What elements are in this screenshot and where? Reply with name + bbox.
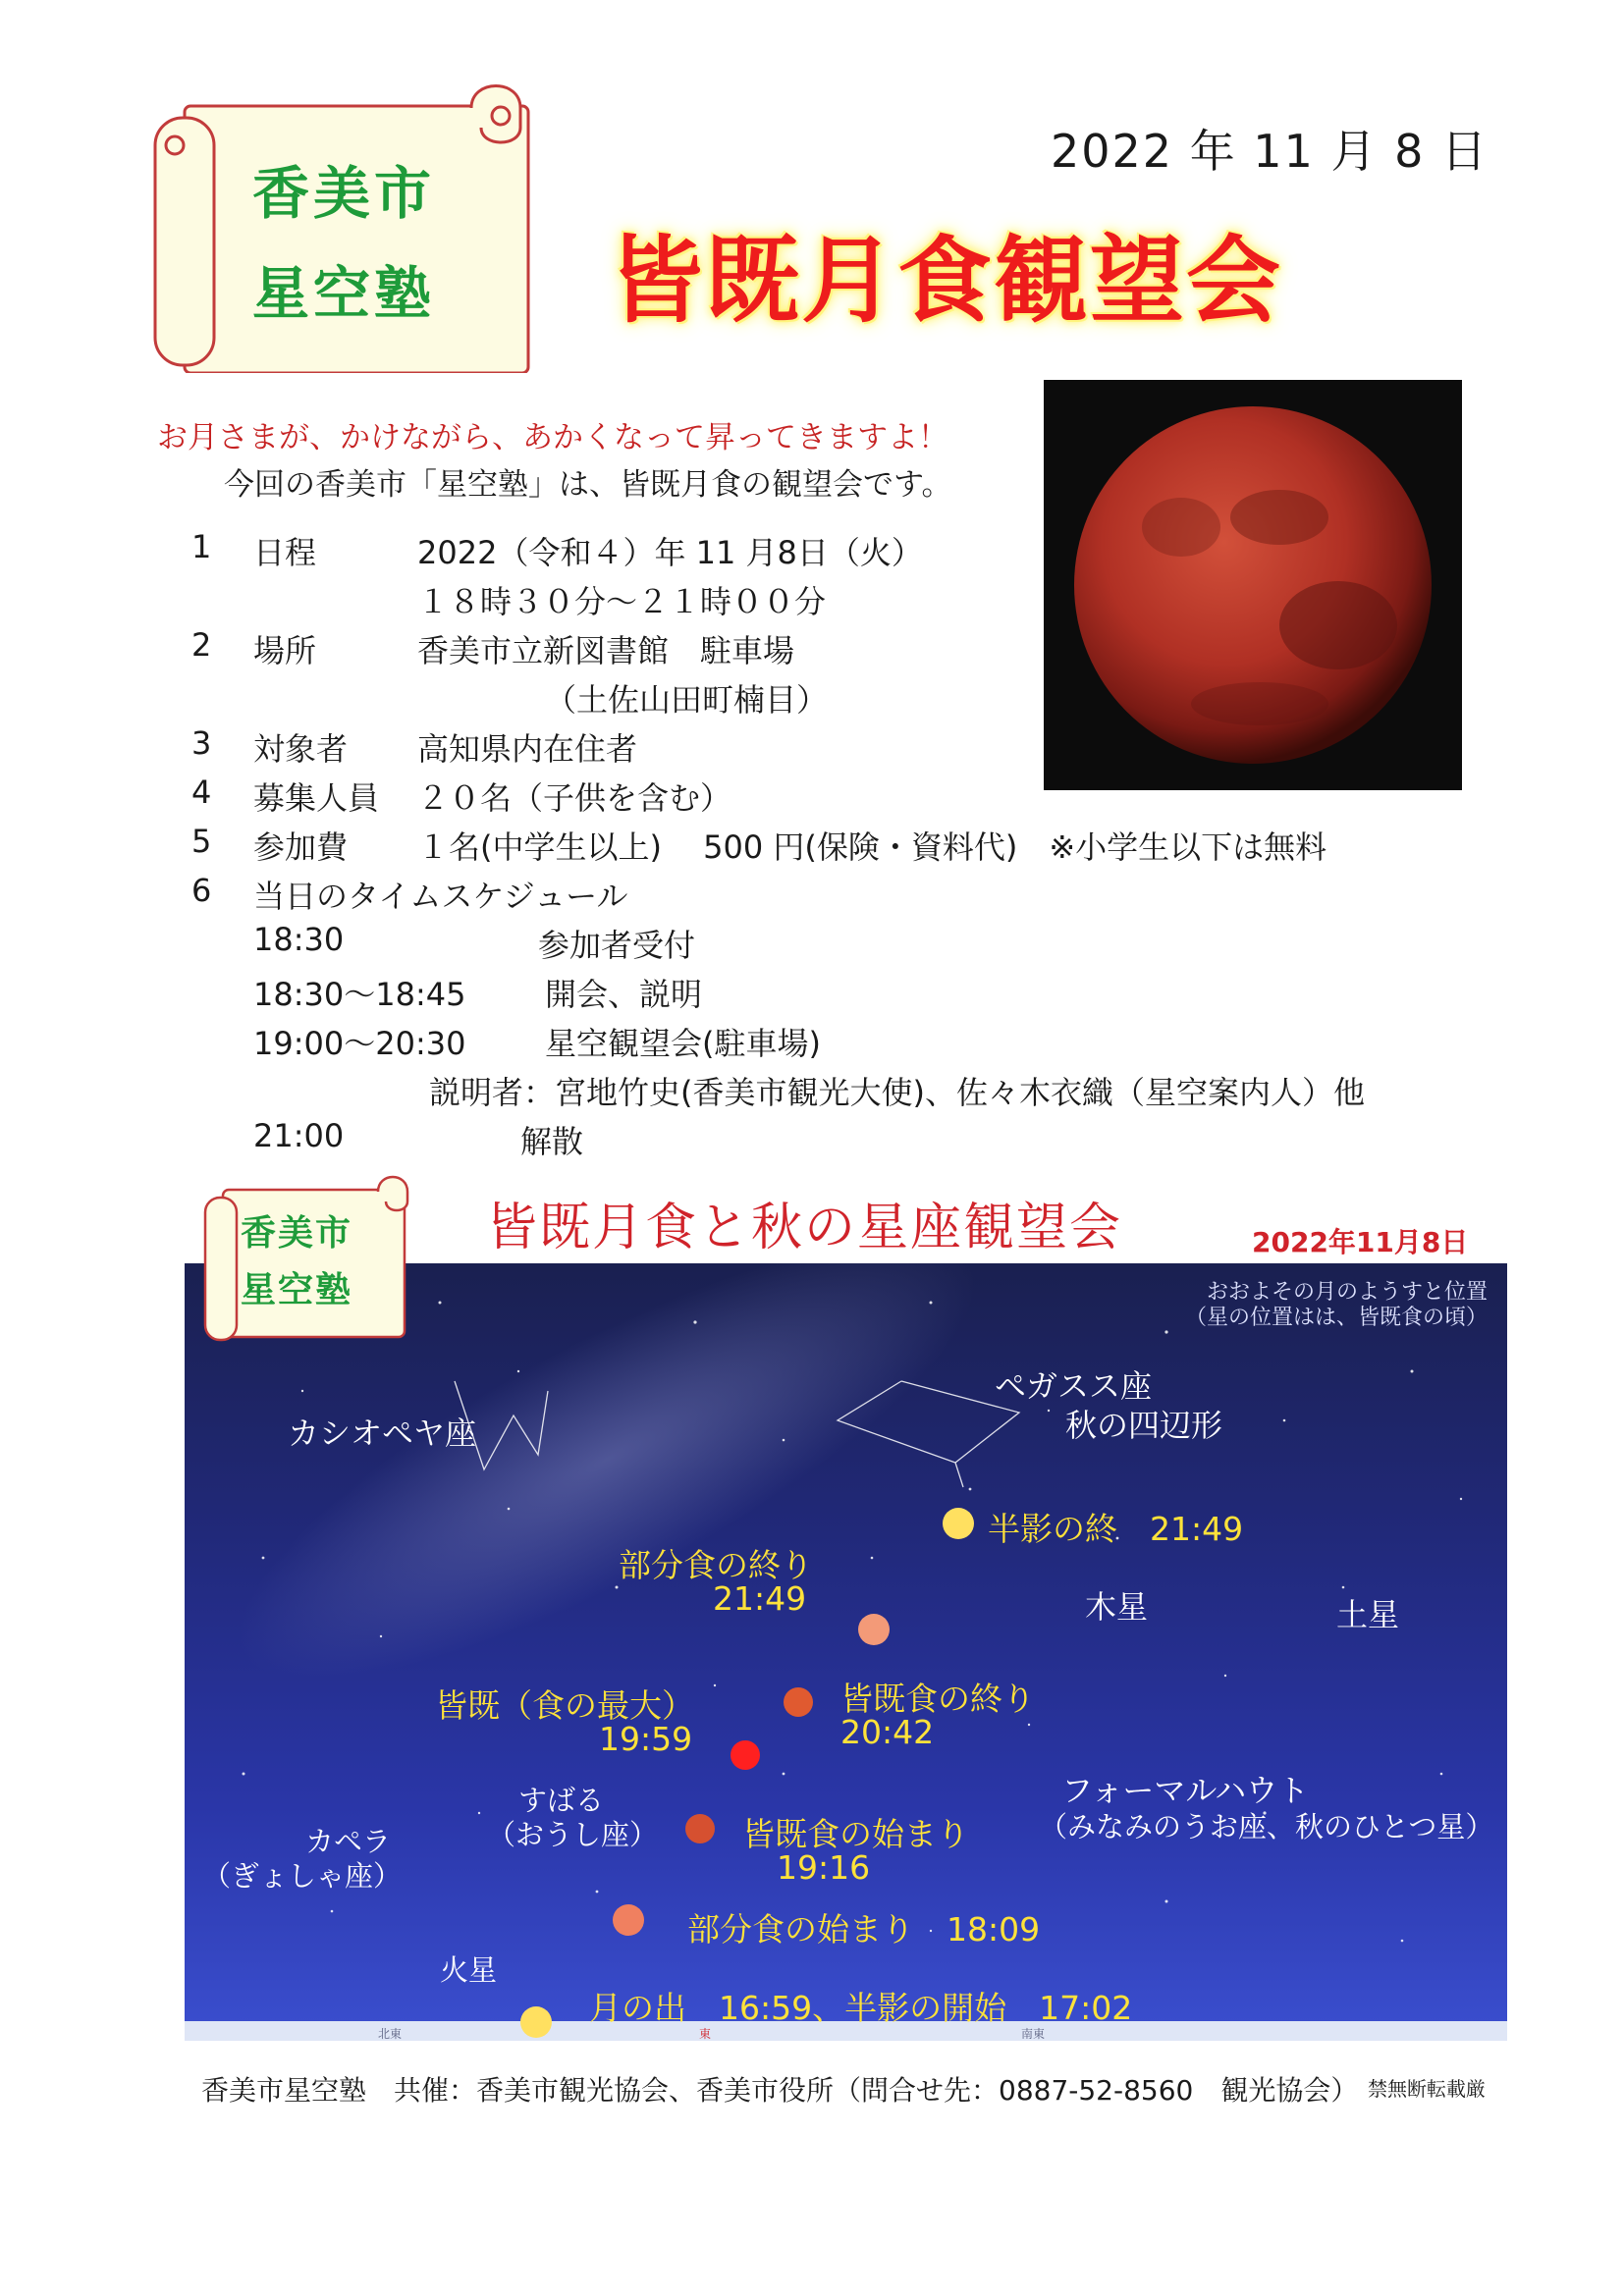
chart-date: 2022年11月8日 — [1252, 1226, 1469, 1258]
detail-fee: １名(中学生以上) 500 円(保険・資料代) ※小学生以下は無料 — [417, 828, 1327, 866]
detail-date: 2022（令和４）年 11 月8日（火） — [417, 534, 923, 571]
schedule-time: 21:00 — [253, 1117, 345, 1154]
chart-banner-line-2: 星空塾 — [241, 1270, 353, 1310]
detail-num: 5 — [191, 823, 212, 860]
detail-label-capacity: 募集人員 — [253, 779, 380, 817]
capella-sublabel: （ぎょしゃ座） — [202, 1859, 403, 1893]
fomalhaut-sublabel: （みなみのうお座、秋のひとつ星） — [1039, 1810, 1494, 1843]
detail-num: 3 — [191, 724, 212, 762]
pegasus-label: ペガスス座 — [995, 1367, 1153, 1405]
chart-banner-line-1: 香美市 — [241, 1213, 353, 1254]
moonrise-moon-icon — [520, 2006, 552, 2038]
banner-line-2: 星空塾 — [251, 260, 435, 327]
detail-num: 6 — [191, 872, 212, 909]
page-title: 皆既月食観望会 — [609, 226, 1282, 336]
mars-label: 火星 — [440, 1953, 498, 1987]
schedule-time: 19:00～20:30 — [253, 1025, 466, 1062]
jupiter-label: 木星 — [1085, 1588, 1149, 1626]
detail-place: 香美市立新図書館 駐車場 — [417, 632, 795, 669]
moon-total-start-icon — [685, 1814, 715, 1843]
saturn-label: 土星 — [1336, 1596, 1400, 1633]
detail-place-area: （土佐山田町楠目） — [545, 681, 829, 719]
detail-label-fee: 参加費 — [253, 828, 349, 866]
total-end-label: 皆既食の終り — [840, 1680, 1035, 1718]
direction-ne: 北東 — [378, 2027, 403, 2041]
subaru-sublabel: （おうし座） — [487, 1818, 659, 1851]
detail-num: 4 — [191, 774, 212, 811]
schedule-time: 18:30～18:45 — [253, 976, 466, 1013]
moon-partial-end-icon — [858, 1614, 890, 1645]
footer-credits: 香美市星空塾 共催：香美市観光協会、香美市役所（問合せ先：0887-52-8560 観光協会） — [201, 2074, 1359, 2107]
partial-start-label: 部分食の始まり 18:09 — [687, 1910, 1041, 1949]
footer-copyright: 禁無断転載厳 — [1368, 2077, 1486, 2101]
cassiopeia-label: カシオペヤ座 — [288, 1415, 477, 1452]
schedule-event: 参加者受付 — [538, 927, 696, 964]
scroll-banner — [147, 69, 540, 373]
chart-note-2: （星の位置はは、皆既食の頃） — [1184, 1306, 1488, 1330]
schedule-event: 開会、説明 — [545, 976, 703, 1013]
autumn-square-label: 秋の四辺形 — [1065, 1407, 1223, 1444]
schedule-event: 星空観望会(駐車場) — [545, 1025, 821, 1062]
moon-partial-start-icon — [613, 1904, 644, 1936]
detail-time: １８時３０分～２１時００分 — [417, 583, 827, 620]
intro-line-1: お月さまが、かけながら、あかくなって昇ってきますよ！ — [157, 420, 948, 455]
total-start-time: 19:16 — [777, 1848, 871, 1887]
detail-label-target: 対象者 — [253, 730, 349, 768]
direction-e: 東 — [699, 2027, 712, 2041]
detail-label-schedule: 日程 — [253, 534, 317, 571]
moonrise-label: 月の出 16:59、半影の開始 17:02 — [589, 1989, 1133, 2027]
fomalhaut-label: フォーマルハウト — [1061, 1772, 1310, 1809]
schedule-presenters: 説明者：宮地竹史(香美市観光大使)、佐々木衣織（星空案内人）他 — [429, 1074, 1365, 1111]
direction-se: 南東 — [1021, 2027, 1046, 2041]
chart-title: 皆既月食と秋の星座観望会 — [486, 1199, 1123, 1257]
chart-banner — [201, 1168, 412, 1347]
max-time: 19:59 — [599, 1720, 693, 1758]
moon-penumbra-end-icon — [943, 1508, 974, 1539]
intro-line-2: 今回の香美市「星空塾」は、皆既月食の観望会です。 — [224, 467, 952, 503]
eclipse-moon-photo — [1044, 380, 1462, 790]
moon-total-end-icon — [784, 1687, 813, 1717]
detail-num: 2 — [191, 626, 212, 664]
banner-line-1: 香美市 — [251, 160, 435, 227]
detail-target: 高知県内在住者 — [417, 730, 638, 768]
detail-capacity: ２０名（子供を含む） — [417, 779, 732, 817]
event-date: 2022 年 11 月 8 日 — [1051, 125, 1489, 178]
schedule-event: 解散 — [520, 1123, 584, 1160]
total-start-label: 皆既食の始まり — [742, 1815, 969, 1853]
moon-max-icon — [731, 1740, 760, 1770]
max-label: 皆既（食の最大） — [435, 1686, 694, 1725]
detail-label-place: 場所 — [253, 632, 317, 669]
capella-label: カペラ — [305, 1825, 392, 1858]
partial-end-label: 部分食の終り — [619, 1546, 813, 1584]
detail-label-timeline: 当日のタイムスケジュール — [253, 878, 628, 915]
schedule-time: 18:30 — [253, 921, 345, 958]
sky-chart — [185, 1263, 1507, 2041]
partial-end-time: 21:49 — [713, 1579, 807, 1618]
detail-num: 1 — [191, 528, 212, 565]
subaru-label: すばる — [518, 1784, 605, 1817]
chart-note-1: おおよその月のようすと位置 — [1206, 1280, 1488, 1305]
chart-scroll-icon — [201, 1168, 412, 1347]
total-end-time: 20:42 — [840, 1713, 935, 1751]
penumbra-end-label: 半影の終 21:49 — [988, 1510, 1244, 1548]
